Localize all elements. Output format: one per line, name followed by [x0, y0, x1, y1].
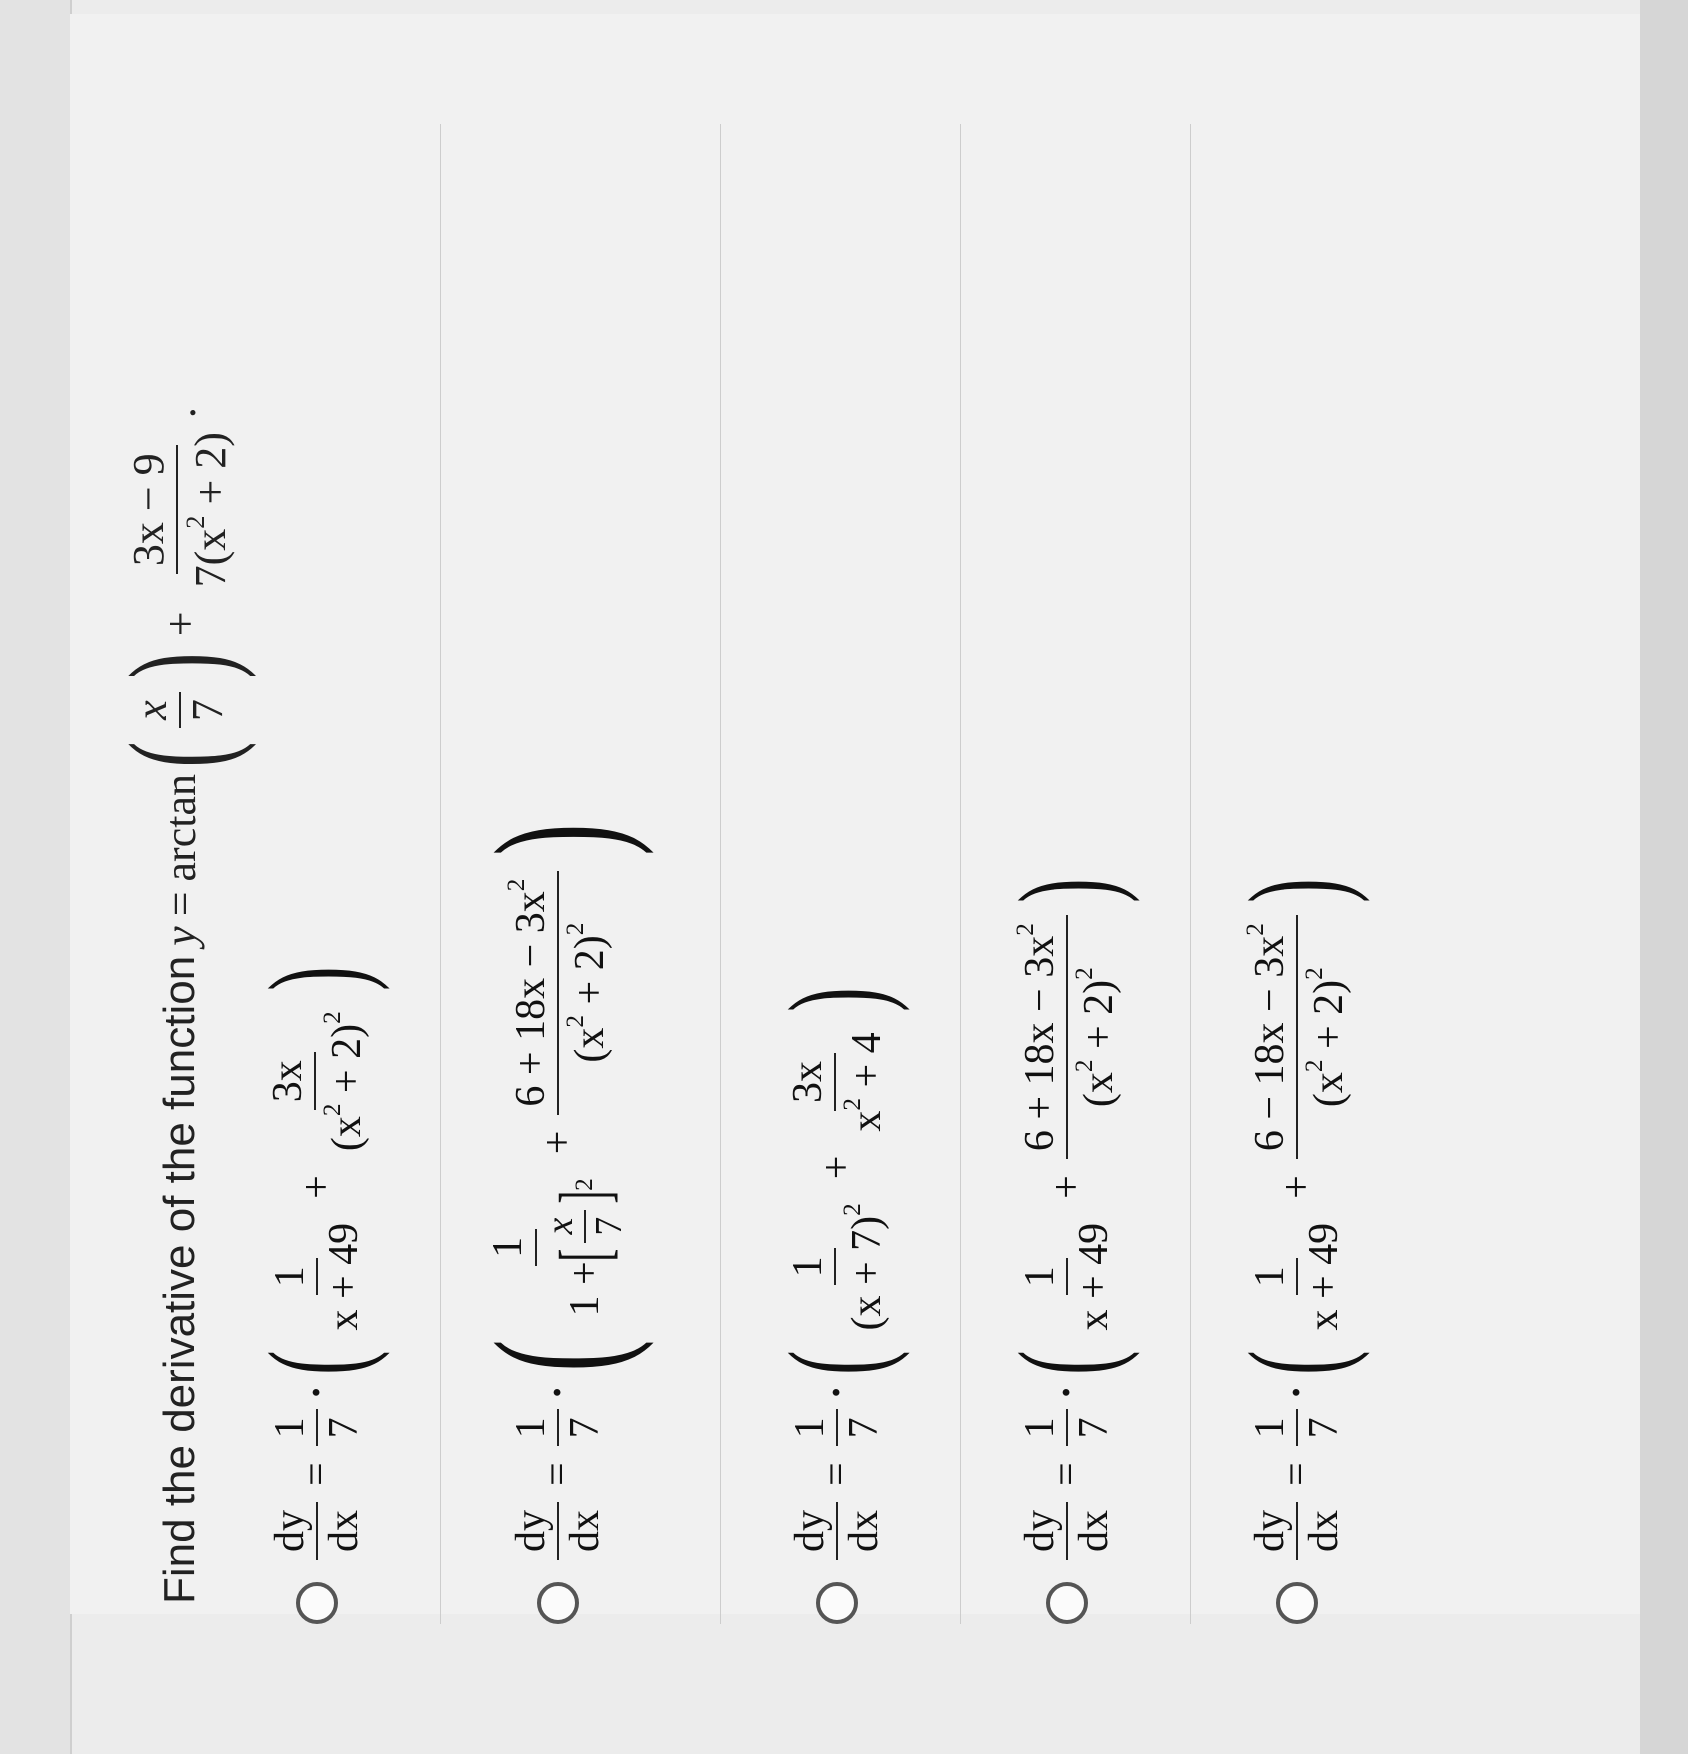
- radio-button-c[interactable]: [816, 1582, 858, 1624]
- answer-option-b[interactable]: dy dx = 1 7 · ( 1 1 + [ x 7 ] 2 + $6 + 18x - 3x^2$ $(x^2 + 2)^2$ ): [470, 124, 646, 1624]
- radio-button-d[interactable]: [1046, 1582, 1088, 1624]
- option-separator: [440, 124, 441, 1624]
- dy-dx: dy dx: [509, 1502, 607, 1560]
- radio-button-b[interactable]: [537, 1582, 579, 1624]
- dy-dx: dy dx: [788, 1502, 886, 1560]
- option-separator: [1190, 124, 1191, 1624]
- question-prefix: Find the derivative of the function: [155, 955, 205, 1604]
- rational-term: 3x − 9 $7(x^2 + 2)$: [124, 432, 236, 588]
- option-separator: [960, 124, 961, 1624]
- option-separator: [720, 124, 721, 1624]
- dy-dx: dy dx: [1018, 1502, 1116, 1560]
- question-function: y = arctan ( x 7 ) + 3x − 9 $7(x^2 + 2)$ .: [102, 407, 257, 946]
- answer-option-e[interactable]: dy dx = 1 7 · ( 1 x + 49 + $6 - 18x - 3x^2$ $(x^2 + 2)^2$ ): [1230, 124, 1364, 1624]
- radio-button-e[interactable]: [1276, 1582, 1318, 1624]
- question-text: [102, 407, 257, 1604]
- dy-dx: dy dx: [1248, 1502, 1346, 1560]
- bottom-strip: [1640, 0, 1688, 1754]
- answer-option-d[interactable]: dy dx = 1 7 · ( 1 x + 49 + $6 + 18x - 3x^2$ $(x^2 + 2)^2$ ): [1000, 124, 1134, 1624]
- top-rule: [0, 0, 72, 1754]
- answer-option-a[interactable]: dy dx = 1 7 · ( 1 x + 49 + 3x $(x^2 + 2)^2$ ): [250, 124, 384, 1624]
- radio-button-a[interactable]: [296, 1582, 338, 1624]
- answer-option-c[interactable]: dy dx = 1 7 · ( 1 $(x + 7)^2$ + 3x $x^2 + 4$ ): [770, 124, 904, 1624]
- arctan-argument: x 7: [129, 691, 231, 729]
- dy-dx: dy dx: [268, 1502, 366, 1560]
